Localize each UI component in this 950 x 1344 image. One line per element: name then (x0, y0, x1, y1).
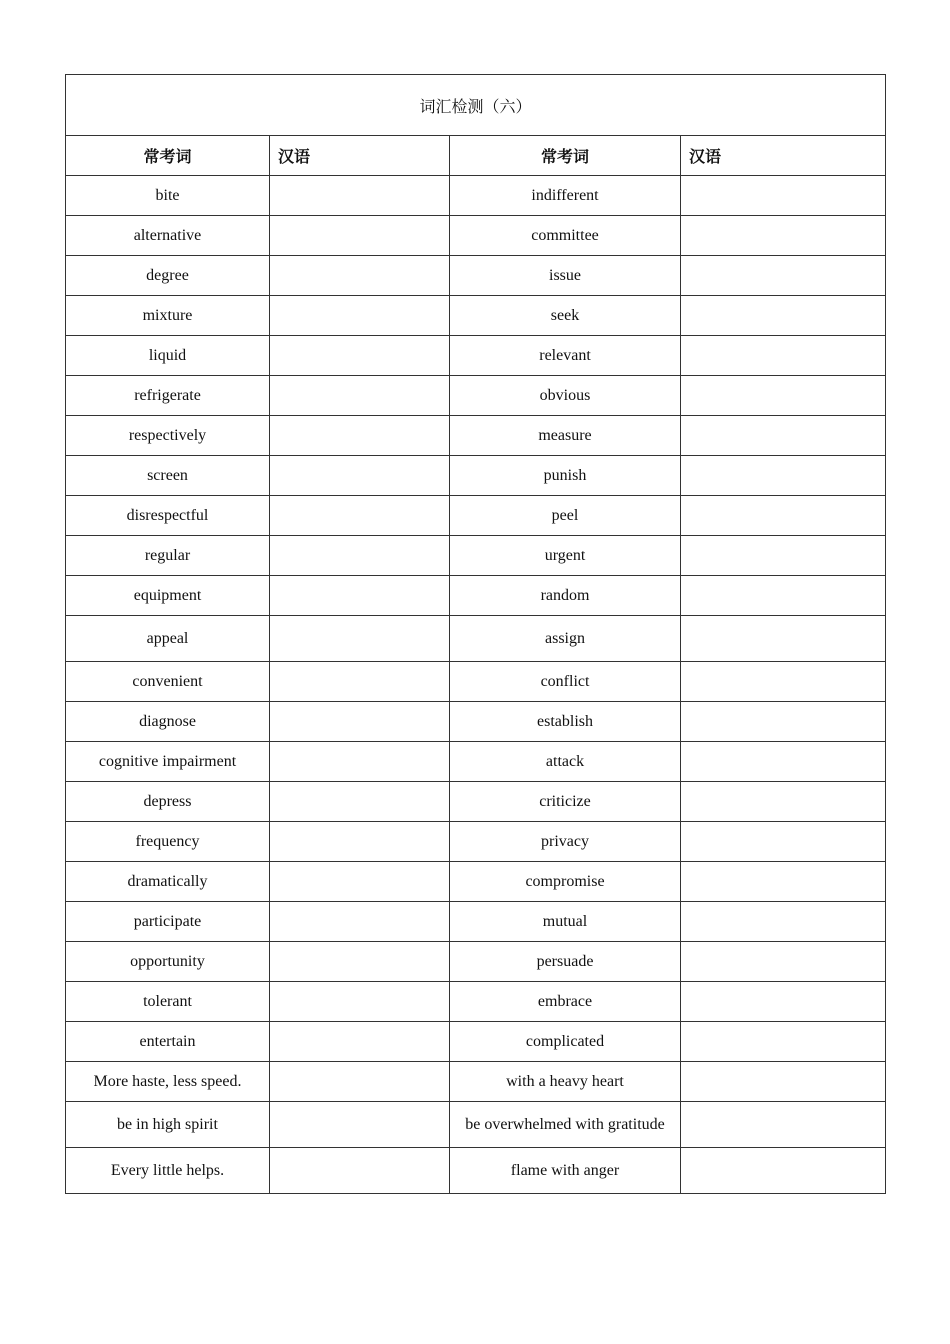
table-row (66, 822, 886, 862)
answer-cell-right[interactable] (681, 1062, 886, 1102)
table-row (66, 742, 886, 782)
answer-cell-left[interactable] (270, 336, 450, 376)
term-right: conflict (450, 662, 681, 702)
answer-cell-left[interactable] (270, 296, 450, 336)
table-row (66, 862, 886, 902)
term-right: persuade (450, 942, 681, 982)
header-term-right: 常考词 (450, 136, 681, 176)
term-left: disrespectful (66, 496, 270, 536)
table-row (66, 616, 886, 662)
term-left: liquid (66, 336, 270, 376)
header-chinese-right: 汉语 (681, 136, 886, 176)
table-row (66, 336, 886, 376)
term-right: indifferent (450, 176, 681, 216)
table-row (66, 256, 886, 296)
term-right: complicated (450, 1022, 681, 1062)
header-chinese-left: 汉语 (270, 136, 450, 176)
answer-cell-left[interactable] (270, 176, 450, 216)
vocab-rows (66, 176, 886, 1194)
term-left: entertain (66, 1022, 270, 1062)
term-right: criticize (450, 782, 681, 822)
term-right: attack (450, 742, 681, 782)
answer-cell-right[interactable] (681, 296, 886, 336)
table-row (66, 576, 886, 616)
answer-cell-right[interactable] (681, 496, 886, 536)
answer-cell-right[interactable] (681, 416, 886, 456)
table-row (66, 942, 886, 982)
table-row (66, 1062, 886, 1102)
answer-cell-left[interactable] (270, 1102, 450, 1148)
table-row (66, 702, 886, 742)
table-row (66, 1148, 886, 1194)
table-row (66, 1022, 886, 1062)
answer-cell-left[interactable] (270, 1062, 450, 1102)
header-row (66, 136, 886, 176)
answer-cell-left[interactable] (270, 822, 450, 862)
answer-cell-right[interactable] (681, 216, 886, 256)
term-right: committee (450, 216, 681, 256)
answer-cell-right[interactable] (681, 822, 886, 862)
table-row (66, 296, 886, 336)
term-right: obvious (450, 376, 681, 416)
term-right: be overwhelmed with gratitude (450, 1102, 681, 1148)
answer-cell-left[interactable] (270, 576, 450, 616)
answer-cell-right[interactable] (681, 902, 886, 942)
term-right: urgent (450, 536, 681, 576)
table-row (66, 782, 886, 822)
table-row (66, 496, 886, 536)
answer-cell-left[interactable] (270, 536, 450, 576)
term-right: with a heavy heart (450, 1062, 681, 1102)
answer-cell-left[interactable] (270, 376, 450, 416)
answer-cell-right[interactable] (681, 456, 886, 496)
term-right: flame with anger (450, 1148, 681, 1194)
answer-cell-left[interactable] (270, 742, 450, 782)
table-row (66, 376, 886, 416)
term-left: dramatically (66, 862, 270, 902)
answer-cell-right[interactable] (681, 702, 886, 742)
answer-cell-right[interactable] (681, 1102, 886, 1148)
page-title: 词汇检测（六） (66, 75, 886, 136)
answer-cell-left[interactable] (270, 1022, 450, 1062)
term-left: diagnose (66, 702, 270, 742)
table-row (66, 456, 886, 496)
term-left: refrigerate (66, 376, 270, 416)
term-left: frequency (66, 822, 270, 862)
answer-cell-right[interactable] (681, 536, 886, 576)
table-row (66, 536, 886, 576)
answer-cell-left[interactable] (270, 496, 450, 536)
answer-cell-left[interactable] (270, 456, 450, 496)
answer-cell-right[interactable] (681, 576, 886, 616)
term-left: degree (66, 256, 270, 296)
table-row (66, 416, 886, 456)
term-right: embrace (450, 982, 681, 1022)
term-right: random (450, 576, 681, 616)
answer-cell-right[interactable] (681, 256, 886, 296)
table-row (66, 902, 886, 942)
term-left: cognitive impairment (66, 742, 270, 782)
term-left: tolerant (66, 982, 270, 1022)
answer-cell-right[interactable] (681, 336, 886, 376)
term-left: screen (66, 456, 270, 496)
answer-cell-left[interactable] (270, 416, 450, 456)
term-left: alternative (66, 216, 270, 256)
term-left: More haste, less speed. (66, 1062, 270, 1102)
answer-cell-left[interactable] (270, 982, 450, 1022)
table-row (66, 176, 886, 216)
term-right: punish (450, 456, 681, 496)
term-right: privacy (450, 822, 681, 862)
answer-cell-left[interactable] (270, 1148, 450, 1194)
answer-cell-left[interactable] (270, 862, 450, 902)
term-right: seek (450, 296, 681, 336)
answer-cell-right[interactable] (681, 862, 886, 902)
answer-cell-right[interactable] (681, 376, 886, 416)
answer-cell-right[interactable] (681, 662, 886, 702)
term-right: assign (450, 616, 681, 662)
term-left: opportunity (66, 942, 270, 982)
term-left: equipment (66, 576, 270, 616)
answer-cell-right[interactable] (681, 616, 886, 662)
table-row (66, 982, 886, 1022)
term-right: establish (450, 702, 681, 742)
term-right: issue (450, 256, 681, 296)
header-term-left: 常考词 (66, 136, 270, 176)
answer-cell-left[interactable] (270, 942, 450, 982)
answer-cell-right[interactable] (681, 782, 886, 822)
table-row (66, 216, 886, 256)
term-right: mutual (450, 902, 681, 942)
term-left: regular (66, 536, 270, 576)
answer-cell-right[interactable] (681, 1022, 886, 1062)
term-right: peel (450, 496, 681, 536)
answer-cell-left[interactable] (270, 902, 450, 942)
term-left: convenient (66, 662, 270, 702)
answer-cell-right[interactable] (681, 742, 886, 782)
table-row (66, 1102, 886, 1148)
answer-cell-right[interactable] (681, 982, 886, 1022)
answer-cell-right[interactable] (681, 176, 886, 216)
term-left: participate (66, 902, 270, 942)
answer-cell-left[interactable] (270, 256, 450, 296)
answer-cell-left[interactable] (270, 616, 450, 662)
answer-cell-right[interactable] (681, 942, 886, 982)
term-left: respectively (66, 416, 270, 456)
answer-cell-left[interactable] (270, 662, 450, 702)
answer-cell-left[interactable] (270, 702, 450, 742)
term-left: bite (66, 176, 270, 216)
term-left: depress (66, 782, 270, 822)
answer-cell-right[interactable] (681, 1148, 886, 1194)
table-row (66, 662, 886, 702)
term-right: measure (450, 416, 681, 456)
term-left: mixture (66, 296, 270, 336)
term-left: be in high spirit (66, 1102, 270, 1148)
vocab-table (65, 74, 886, 1194)
term-right: compromise (450, 862, 681, 902)
term-left: Every little helps. (66, 1148, 270, 1194)
answer-cell-left[interactable] (270, 782, 450, 822)
answer-cell-left[interactable] (270, 216, 450, 256)
term-right: relevant (450, 336, 681, 376)
term-left: appeal (66, 616, 270, 662)
